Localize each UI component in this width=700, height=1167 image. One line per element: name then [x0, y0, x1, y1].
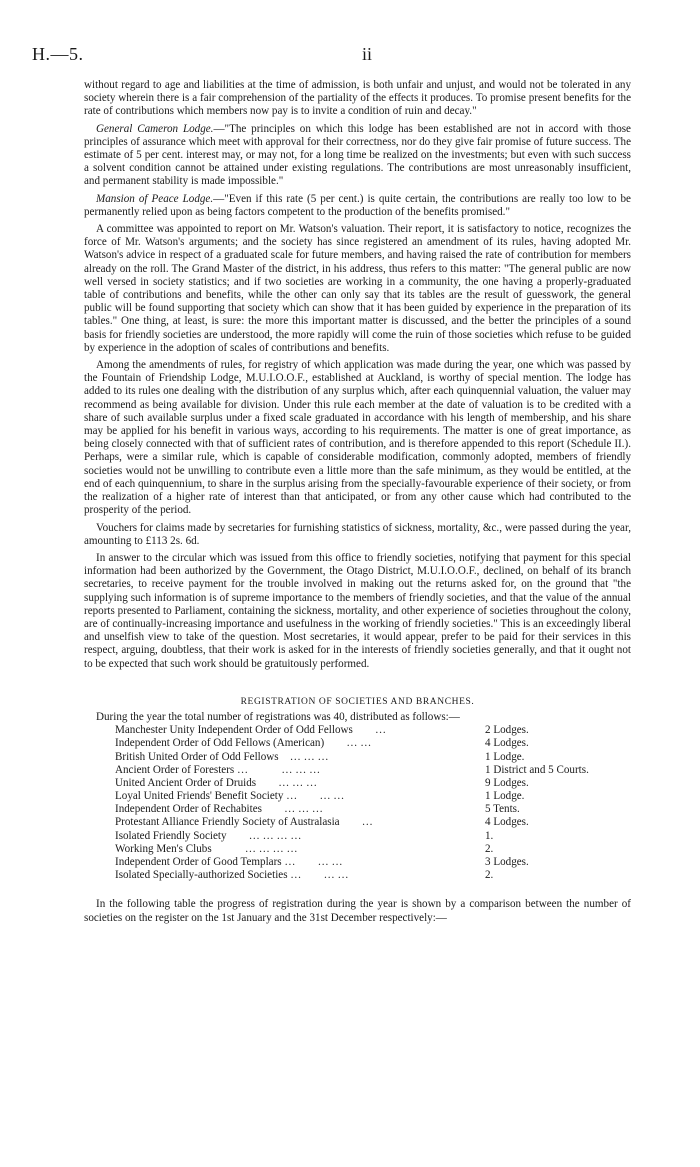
society-name: Isolated Friendly Society … … … … — [115, 829, 302, 842]
list-item — [115, 843, 631, 856]
page-header — [32, 44, 662, 68]
registration-count: 2. — [485, 842, 494, 855]
society-name: Independent Order of Odd Fellows (American) … … — [115, 737, 372, 750]
registration-intro: During the year the total number of registrations was 40, distributed as follows:— — [96, 710, 460, 723]
lodge-name-mansion-of-peace: Mansion of Peace Lodge. — [96, 192, 214, 205]
paragraph-general-cameron-lodge — [84, 123, 631, 189]
list-item — [115, 724, 631, 737]
list-item — [115, 751, 631, 764]
list-item — [115, 777, 631, 790]
section-heading: REGISTRATION OF SOCIETIES AND BRANCHES. — [240, 696, 475, 707]
list-item — [115, 803, 631, 816]
society-name: Protestant Alliance Friendly Society of Australasia … — [115, 816, 373, 829]
paragraph-amendments-of-rules: Among the amendments of rules, for registry of which application was made during the year, one which was passed by the Fountain of Friendship Lodge, M.U.I.O.O.F., established at Auckland, is worthy of special mention. The lodge has added to its rules one dealing with the distribution of any surplus which, after each quinquennial valuation, the valuer may recommend as being available for division. Under this rule each member at the date of valuation is to be credited with a share of such available surplus under a fixed scale graduated in accordance with his length of membership, and his share may be applied for his benefit in various ways, according to his requirements. The matter is one of great importance, as being closely connected with that of sufficient rates of contribution, and is therefore appended to this report (Schedule II.). Perhaps, were a similar rule, which is capable of considerable modification, commonly adopted, members of friendly societies would not be unwilling to contribute even a little more than the safe minimum, as they would be entitled, at the end of each quinquennium, to share in the surplus arising from the specially-favourable experience of their society, or from the realization of a higher rate of interest than that anticipated, or from any other cause which had contributed to the prosperity of the period. — [84, 359, 631, 517]
document-body — [84, 79, 631, 929]
paragraph-text: —"The principles on which this lodge has been established are not in accord with those principles of assurance which meet with approval for their correctness, nor do they give fair promise of future success. The estimate of 5 per cent. interest may, or may not, for a long time be realized on the investments; but even with such success a solvent condition cannot be attained under existing regulations. The contributions are most unreasonably insufficient, and permanent stability is made impossible." — [84, 122, 631, 188]
society-name: Loyal United Friends' Benefit Society … … … — [115, 790, 345, 803]
list-item — [115, 764, 631, 777]
society-name: Independent Order of Rechabites … … … — [115, 803, 323, 816]
paragraph-committee-report: A committee was appointed to report on Mr. Watson's valuation. Their report, it is satisfactory to notice, recognizes the force of Mr. Watson's arguments; and the society has since registered an amendment of its rules, having adopted Mr. Watson's advice in respect of a graduated scale for future members, and having raised the rate of contribution for members already on the roll. The Grand Master of the district, in his address, thus refers to this matter: "The general public are now well versed in society statistics; and if two societies are working in a community, the one having a properly-graduated table of contributions and benefits, while the other can only say that its tables are the result of guesswork, the general public will be found supporting that society which can show that it has been guided by experience in the preparation of its tables." One thing, at least, is sure: the more this important matter is discussed, and the better the principles of a sound basis for friendly societies are understood, the more rapidly will come the ruin of those societies which refuse to be guided by experience in the adoption of scales of contributions and benefits. — [84, 223, 631, 354]
registration-count: 4 Lodges. — [485, 816, 529, 829]
page-number: ii — [362, 44, 373, 64]
paragraph-progress-table-intro: In the following table the progress of registration during the year is shown by a comparison between the number of societies on the register on the 1st January and the 31st December respectively:— — [84, 898, 631, 924]
list-item — [115, 856, 631, 869]
paragraph-vouchers: Vouchers for claims made by secretaries for furnishing statistics of sickness, mortality, &c., were passed during the year, amounting to £113 2s. 6d. — [84, 521, 631, 547]
list-item — [115, 830, 631, 843]
society-name: Working Men's Clubs … … … … — [115, 842, 298, 855]
paragraph-quote-end: without regard to age and liabilities at the time of admission, is both unfair and unjust, and would not be tolerated in any society wherein there is a fair comprehension of the partiality of the effects it produces. To promise present benefits for the rate of contributions which members now pay is to invite a condition of ruin and decay." — [84, 79, 631, 118]
society-name: British United Order of Odd Fellows … … … — [115, 750, 329, 763]
registration-count: 5 Tents. — [485, 803, 520, 816]
list-item — [115, 869, 631, 882]
paragraph-mansion-of-peace-lodge — [84, 193, 631, 219]
paragraph-text: —"Even if this rate (5 per cent.) is quite certain, the contributions are really too low to be permanently relied upon as being factors competent to the production of the benefits promised." — [84, 192, 631, 218]
registration-count: 3 Lodges. — [485, 856, 529, 869]
society-name: Ancient Order of Foresters … … … … — [115, 763, 321, 776]
registration-count: 4 Lodges. — [485, 737, 529, 750]
society-name: Isolated Specially-authorized Societies … … … — [115, 869, 349, 882]
registration-count: 1 Lodge. — [485, 790, 525, 803]
lodge-name-general-cameron: General Cameron Lodge. — [96, 122, 214, 135]
registration-count: 1 District and 5 Courts. — [485, 763, 589, 776]
list-item — [115, 790, 631, 803]
registration-count: 2. — [485, 869, 494, 882]
paragraph-circular-answer: In answer to the circular which was issued from this office to friendly societies, notifying that payment for this special information had been authorized by the Government, the Otago District, M.U.I.O.O.F., declined, on behalf of its branch secretaries, to receive payment for the trouble involved in making out the returns asked for, on the ground that "the supplying such information is of supreme importance to the members of friendly societies, and that the value of the annual reports presented to Parliament, containing the sickness, mortality, and other experience of societies throughout the colony, are of continually-increasing importance and usefulness in the working of friendly societies." This is an exceedingly liberal and unselfish view to take of the question. Most secretaries, it would appear, prefer to be paid for their services in this respect, arguing, doubtless, that their work is asked for in the interests of friendly societies generally, and that it ought not to be expected that such work should be gratuitously performed. — [84, 551, 631, 670]
registration-list — [84, 724, 631, 882]
society-name: Manchester Unity Independent Order of Odd Fellows … — [115, 724, 387, 737]
document-reference: H.—5. — [32, 44, 84, 64]
list-item — [115, 816, 631, 829]
registration-count: 9 Lodges. — [485, 776, 529, 789]
society-name: United Ancient Order of Druids … … … — [115, 776, 318, 789]
registration-count: 1. — [485, 829, 494, 842]
society-name: Independent Order of Good Templars … … … — [115, 856, 343, 869]
registration-count: 1 Lodge. — [485, 750, 525, 763]
registration-count: 2 Lodges. — [485, 724, 529, 737]
list-item — [115, 737, 631, 750]
